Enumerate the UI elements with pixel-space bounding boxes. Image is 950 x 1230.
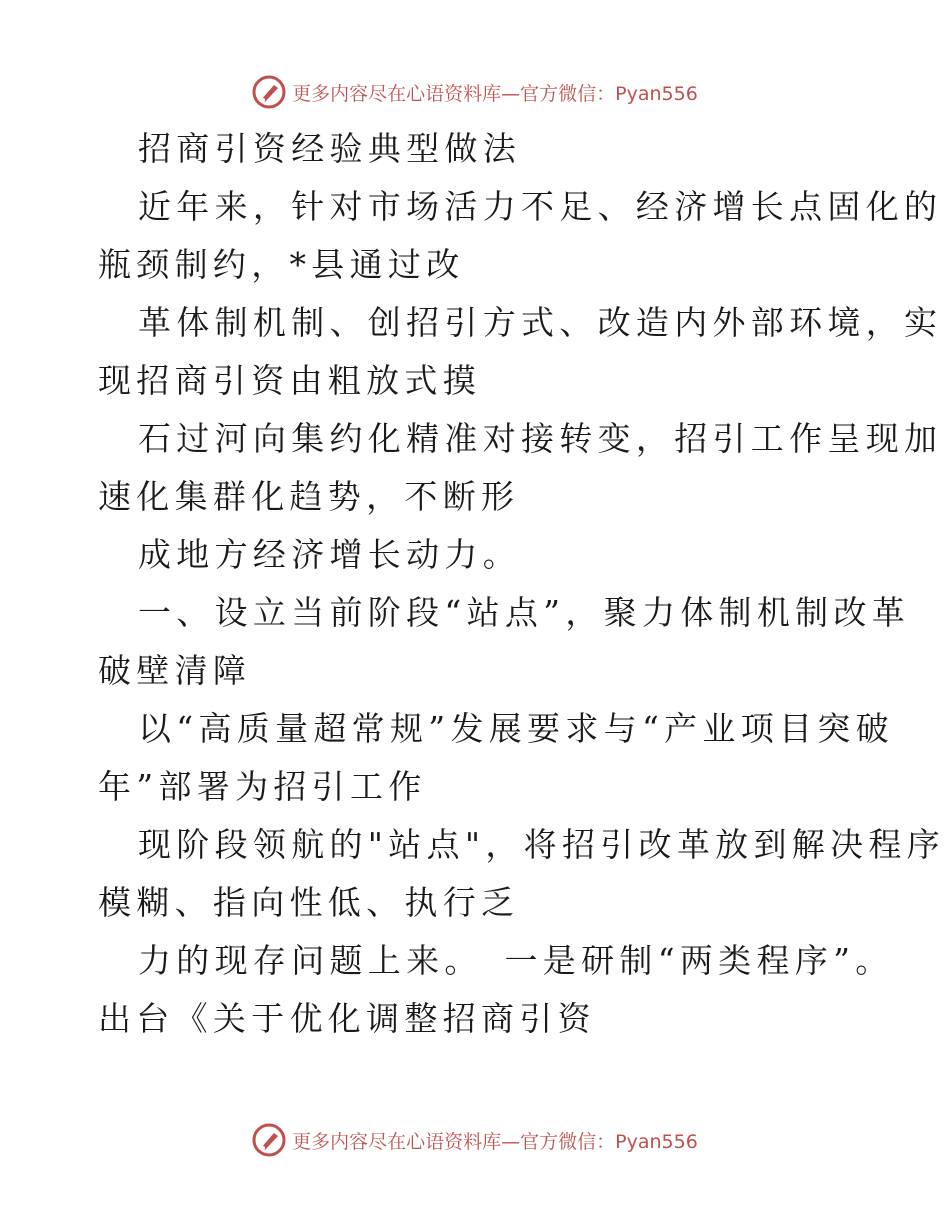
paragraph-line: 革体制机制、创招引方式、改造内外部环境，实 (138, 303, 943, 342)
paragraph-line: 出台《关于优化调整招商引资 (98, 999, 596, 1038)
paragraph-line: 近年来，针对市场活力不足、经济增长点固化的 (138, 187, 943, 226)
watermark-text: 更多内容尽在心语资料库—官方微信：Pyan556 (292, 1130, 698, 1153)
paragraph-line: 以“高质量超常规”发展要求与“产业项目突破 (138, 709, 894, 748)
section-heading-continued: 破壁清障 (98, 651, 252, 690)
paragraph-line: 现招商引资由粗放式摸 (98, 361, 481, 400)
header-watermark (0, 72, 950, 112)
paragraph-line: 模糊、指向性低、执行乏 (98, 883, 520, 922)
pen-logo-icon (252, 75, 286, 109)
document-body (98, 120, 945, 1048)
paragraph-line: 速化集群化趋势，不断形 (98, 477, 520, 516)
watermark-text: 更多内容尽在心语资料库—官方微信：Pyan556 (292, 82, 698, 105)
footer-watermark (0, 1120, 950, 1160)
pen-logo-icon (252, 1123, 286, 1157)
paragraph-line: 现阶段领航的"站点"，将招引改革放到解决程序 (138, 825, 945, 864)
paragraph-line: 瓶颈制约，*县通过改 (98, 245, 465, 284)
paragraph-line: 力的现存问题上来。 一是研制“两类程序”。 (138, 941, 894, 980)
paragraph-line: 成地方经济增长动力。 (138, 535, 521, 574)
document-title: 招商引资经验典型做法 (138, 129, 521, 168)
paragraph-line: 石过河向集约化精准对接转变，招引工作呈现加 (138, 419, 943, 458)
section-heading: 一、设立当前阶段“站点”，聚力体制机制改革 (138, 593, 911, 632)
paragraph-line: 年”部署为招引工作 (98, 767, 427, 806)
